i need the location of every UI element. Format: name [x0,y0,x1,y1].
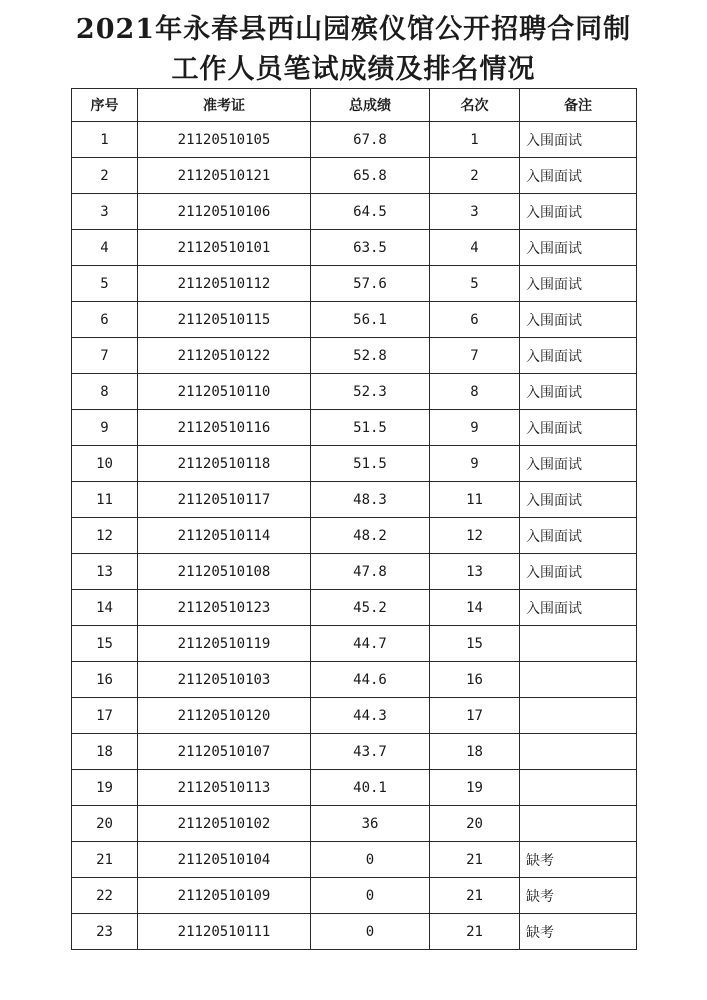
score-table [71,88,637,950]
header-rank: 名次 [430,89,520,122]
cell-score: 56.1 [311,302,430,338]
table-row [72,662,637,698]
cell-remark: 入围面试 [520,302,637,338]
table-row [72,698,637,734]
cell-rank: 17 [430,698,520,734]
header-row [72,89,637,122]
cell-rank: 5 [430,266,520,302]
cell-seq: 20 [72,806,138,842]
page-title [0,10,707,90]
table-row [72,914,637,950]
table-row [72,410,637,446]
cell-score: 47.8 [311,554,430,590]
cell-seq: 15 [72,626,138,662]
cell-ticket: 21120510109 [138,878,311,914]
cell-score: 67.8 [311,122,430,158]
cell-ticket: 21120510121 [138,158,311,194]
cell-remark [520,698,637,734]
cell-ticket: 21120510105 [138,122,311,158]
table-row [72,374,637,410]
table-row [72,194,637,230]
cell-remark: 入围面试 [520,122,637,158]
cell-remark: 入围面试 [520,410,637,446]
cell-seq: 11 [72,482,138,518]
cell-remark: 缺考 [520,878,637,914]
table-row [72,158,637,194]
cell-score: 51.5 [311,446,430,482]
cell-rank: 21 [430,878,520,914]
table-row [72,770,637,806]
table-row [72,122,637,158]
cell-remark: 入围面试 [520,194,637,230]
cell-score: 44.3 [311,698,430,734]
cell-rank: 2 [430,158,520,194]
cell-rank: 7 [430,338,520,374]
cell-rank: 16 [430,662,520,698]
cell-remark: 入围面试 [520,590,637,626]
table-row [72,806,637,842]
cell-score: 0 [311,878,430,914]
table-row [72,302,637,338]
cell-ticket: 21120510111 [138,914,311,950]
cell-remark: 入围面试 [520,266,637,302]
table-row [72,446,637,482]
cell-ticket: 21120510106 [138,194,311,230]
cell-ticket: 21120510102 [138,806,311,842]
cell-seq: 5 [72,266,138,302]
table-row [72,482,637,518]
cell-ticket: 21120510107 [138,734,311,770]
table-row [72,266,637,302]
cell-remark: 缺考 [520,914,637,950]
cell-seq: 18 [72,734,138,770]
cell-remark: 入围面试 [520,518,637,554]
cell-rank: 9 [430,446,520,482]
cell-rank: 13 [430,554,520,590]
cell-remark: 入围面试 [520,482,637,518]
cell-seq: 14 [72,590,138,626]
cell-rank: 9 [430,410,520,446]
cell-score: 57.6 [311,266,430,302]
cell-remark [520,626,637,662]
cell-seq: 17 [72,698,138,734]
cell-ticket: 21120510101 [138,230,311,266]
cell-rank: 8 [430,374,520,410]
cell-score: 0 [311,914,430,950]
table-row [72,842,637,878]
cell-rank: 3 [430,194,520,230]
cell-ticket: 21120510116 [138,410,311,446]
cell-remark: 入围面试 [520,230,637,266]
cell-seq: 16 [72,662,138,698]
header-score: 总成绩 [311,89,430,122]
cell-seq: 3 [72,194,138,230]
cell-seq: 9 [72,410,138,446]
cell-score: 44.7 [311,626,430,662]
cell-seq: 4 [72,230,138,266]
cell-seq: 21 [72,842,138,878]
cell-ticket: 21120510110 [138,374,311,410]
cell-ticket: 21120510113 [138,770,311,806]
cell-rank: 1 [430,122,520,158]
cell-score: 44.6 [311,662,430,698]
cell-remark [520,806,637,842]
cell-score: 36 [311,806,430,842]
cell-score: 45.2 [311,590,430,626]
cell-seq: 22 [72,878,138,914]
cell-score: 43.7 [311,734,430,770]
cell-rank: 21 [430,842,520,878]
cell-seq: 13 [72,554,138,590]
cell-ticket: 21120510122 [138,338,311,374]
cell-score: 51.5 [311,410,430,446]
cell-ticket: 21120510117 [138,482,311,518]
title-line-1: 2021年永春县西山园殡仪馆公开招聘合同制 [75,14,632,45]
cell-score: 52.3 [311,374,430,410]
cell-remark: 入围面试 [520,158,637,194]
cell-seq: 19 [72,770,138,806]
table-row [72,554,637,590]
cell-rank: 15 [430,626,520,662]
cell-remark: 入围面试 [520,338,637,374]
cell-remark [520,734,637,770]
cell-ticket: 21120510104 [138,842,311,878]
cell-seq: 23 [72,914,138,950]
cell-score: 48.3 [311,482,430,518]
cell-score: 64.5 [311,194,430,230]
cell-ticket: 21120510120 [138,698,311,734]
cell-score: 52.8 [311,338,430,374]
cell-score: 0 [311,842,430,878]
cell-rank: 19 [430,770,520,806]
cell-remark [520,770,637,806]
table-row [72,590,637,626]
cell-score: 63.5 [311,230,430,266]
cell-seq: 2 [72,158,138,194]
cell-rank: 6 [430,302,520,338]
cell-rank: 11 [430,482,520,518]
cell-remark: 入围面试 [520,446,637,482]
cell-remark: 入围面试 [520,554,637,590]
cell-score: 40.1 [311,770,430,806]
table-row [72,734,637,770]
cell-rank: 20 [430,806,520,842]
cell-rank: 14 [430,590,520,626]
cell-seq: 10 [72,446,138,482]
cell-seq: 12 [72,518,138,554]
table-row [72,518,637,554]
cell-seq: 1 [72,122,138,158]
cell-ticket: 21120510103 [138,662,311,698]
cell-remark: 缺考 [520,842,637,878]
table-row [72,338,637,374]
table-row [72,626,637,662]
cell-ticket: 21120510114 [138,518,311,554]
cell-ticket: 21120510108 [138,554,311,590]
header-remark: 备注 [520,89,637,122]
table-row [72,230,637,266]
cell-ticket: 21120510115 [138,302,311,338]
header-ticket: 准考证 [138,89,311,122]
cell-remark [520,662,637,698]
title-line-2: 工作人员笔试成绩及排名情况 [171,54,536,85]
cell-rank: 21 [430,914,520,950]
cell-seq: 6 [72,302,138,338]
cell-rank: 4 [430,230,520,266]
header-seq: 序号 [72,89,138,122]
cell-ticket: 21120510118 [138,446,311,482]
cell-rank: 12 [430,518,520,554]
cell-ticket: 21120510123 [138,590,311,626]
cell-ticket: 21120510119 [138,626,311,662]
cell-score: 48.2 [311,518,430,554]
cell-remark: 入围面试 [520,374,637,410]
table-row [72,878,637,914]
cell-seq: 8 [72,374,138,410]
cell-ticket: 21120510112 [138,266,311,302]
cell-seq: 7 [72,338,138,374]
cell-score: 65.8 [311,158,430,194]
cell-rank: 18 [430,734,520,770]
